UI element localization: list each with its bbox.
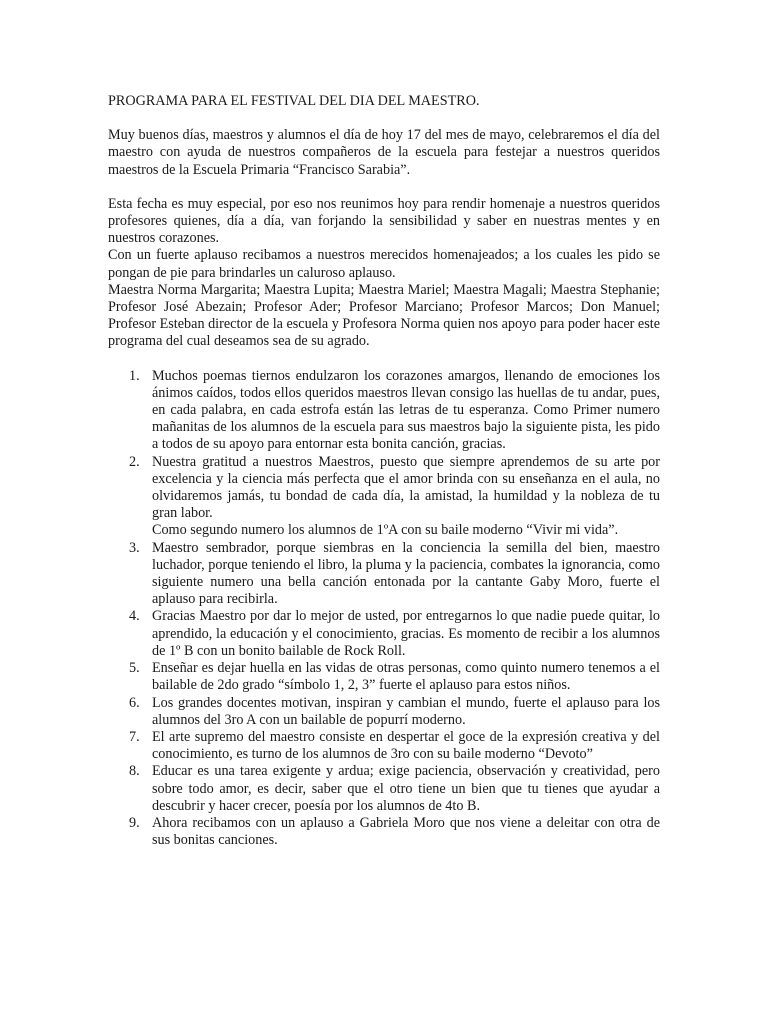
program-item-8 (108, 763, 660, 815)
program-item-number: 4. (129, 608, 140, 625)
intro-paragraph: Muy buenos días, maestros y alumnos el día de hoy 17 del mes de mayo, celebraremos el día del maestro con ayuda de nuestros compañeros de la escuela para festejar a nuestros queridos maestros de la Escuela Primaria “Francisco Sarabia”. (108, 127, 660, 178)
program-item-text: Maestro sembrador, porque siembras en la conciencia la semilla del bien, maestro luchador, porque teniendo el libro, la pluma y la paciencia, combates la ignorancia, como siguiente numero una bella canción entonada por la cantante Gaby Moro, fuerte el aplauso para recibirla. (152, 539, 660, 608)
program-item-2 (108, 454, 660, 540)
program-item-number: 2. (129, 453, 140, 470)
program-item-4 (108, 608, 660, 660)
program-item-number: 9. (129, 814, 140, 831)
program-item-9 (108, 815, 660, 849)
program-item-text: Ahora recibamos con un aplauso a Gabriela Moro que nos viene a deleitar con otra de sus bonitas canciones. (152, 814, 660, 849)
document-page (108, 93, 660, 849)
program-item-number: 1. (129, 367, 140, 384)
homage-paragraph: Esta fecha es muy especial, por eso nos reunimos hoy para rendir homenaje a nuestros queridos profesores quienes, día a día, van forjando la sensibilidad y saber en nuestras mentes y en nuestros corazones. (108, 195, 660, 247)
program-item-text: Educar es una tarea exigente y ardua; exige paciencia, observación y creatividad, pero sobre todo amor, es decir, saber que el otro tiene un bien que tu tienes que ayudar a descubrir y hacer crecer, poesía por los alumnos de 4to B. (152, 763, 660, 814)
program-item-number: 7. (129, 728, 140, 745)
program-item-text: El arte supremo del maestro consiste en despertar el goce de la expresión creativa y del conocimiento, es turno de los alumnos de 3ro con su baile moderno “Devoto” (152, 728, 660, 763)
program-item-number: 5. (129, 660, 140, 677)
program-item-5 (108, 660, 660, 694)
program-item-text: Gracias Maestro por dar lo mejor de usted, por entregarnos lo que nadie puede quitar, lo aprendido, la educación y el conocimiento, gracias. Es momento de recibir a los alumnos de 1º B con un bonito bailable de Rock Roll. (152, 608, 660, 659)
document-title: PROGRAMA PARA EL FESTIVAL DEL DIA DEL MAESTRO. (108, 93, 480, 109)
program-item-text: Enseñar es dejar huella en las vidas de otras personas, como quinto numero tenemos a el bailable de 2do grado “símbolo 1, 2, 3” fuerte el aplauso para estos niños. (152, 660, 660, 694)
program-item-text: Muchos poemas tiernos endulzaron los corazones amargos, llenando de emociones los ánimos caídos, todos ellos queridos maestros llevan consigo las huellas de tu andar, pues, en cada palabra, en cada estrofa están las letras de tu esperanza. Como Primer numero mañanitas de los alumnos de la escuela para sus maestros bajo la siguiente pista, les pido a todos de su apoyo para entornar esta bonita canción, gracias. (152, 367, 660, 453)
program-item-1 (108, 368, 660, 454)
program-item-7 (108, 729, 660, 763)
program-item-6 (108, 695, 660, 729)
program-item-text: Los grandes docentes motivan, inspiran y cambian el mundo, fuerte el aplauso para los alumnos del 3ro A con un bailable de popurrí moderno. (152, 694, 660, 728)
applause-paragraph: Con un fuerte aplauso recibamos a nuestros merecidos homenajeados; a los cuales les pido se pongan de pie para brindarles un caluroso aplauso. (108, 247, 660, 281)
program-item-extra: Como segundo numero los alumnos de 1ºA con su baile moderno “Vivir mi vida”. (152, 522, 619, 539)
paragraph-gap (108, 179, 660, 196)
program-item-number: 3. (129, 539, 140, 556)
program-item-text: Nuestra gratitud a nuestros Maestros, puesto que siempre aprendemos de su arte por excelencia y la ciencia más perfecta que el amor brinda con su enseñanza en el aula, no olvidaremos jamás, tu bondad de cada día, la amistad, la humildad y la nobleza de tu gran labor. (152, 453, 660, 522)
program-item-number: 6. (129, 694, 140, 711)
program-list (108, 368, 660, 850)
program-item-number: 8. (129, 763, 140, 780)
teachers-list-paragraph: Maestra Norma Margarita; Maestra Lupita; Maestra Mariel; Maestra Magali; Maestra Stephanie; Profesor José Abezain; Profesor Ader; Profesor Marciano; Profesor Marcos; Don Manuel; Profesor Esteban director de la escuela y Profesora Norma quien nos apoyo para poder hacer este programa del cual deseamos sea de su agrado. (108, 281, 660, 350)
program-item-3 (108, 540, 660, 609)
